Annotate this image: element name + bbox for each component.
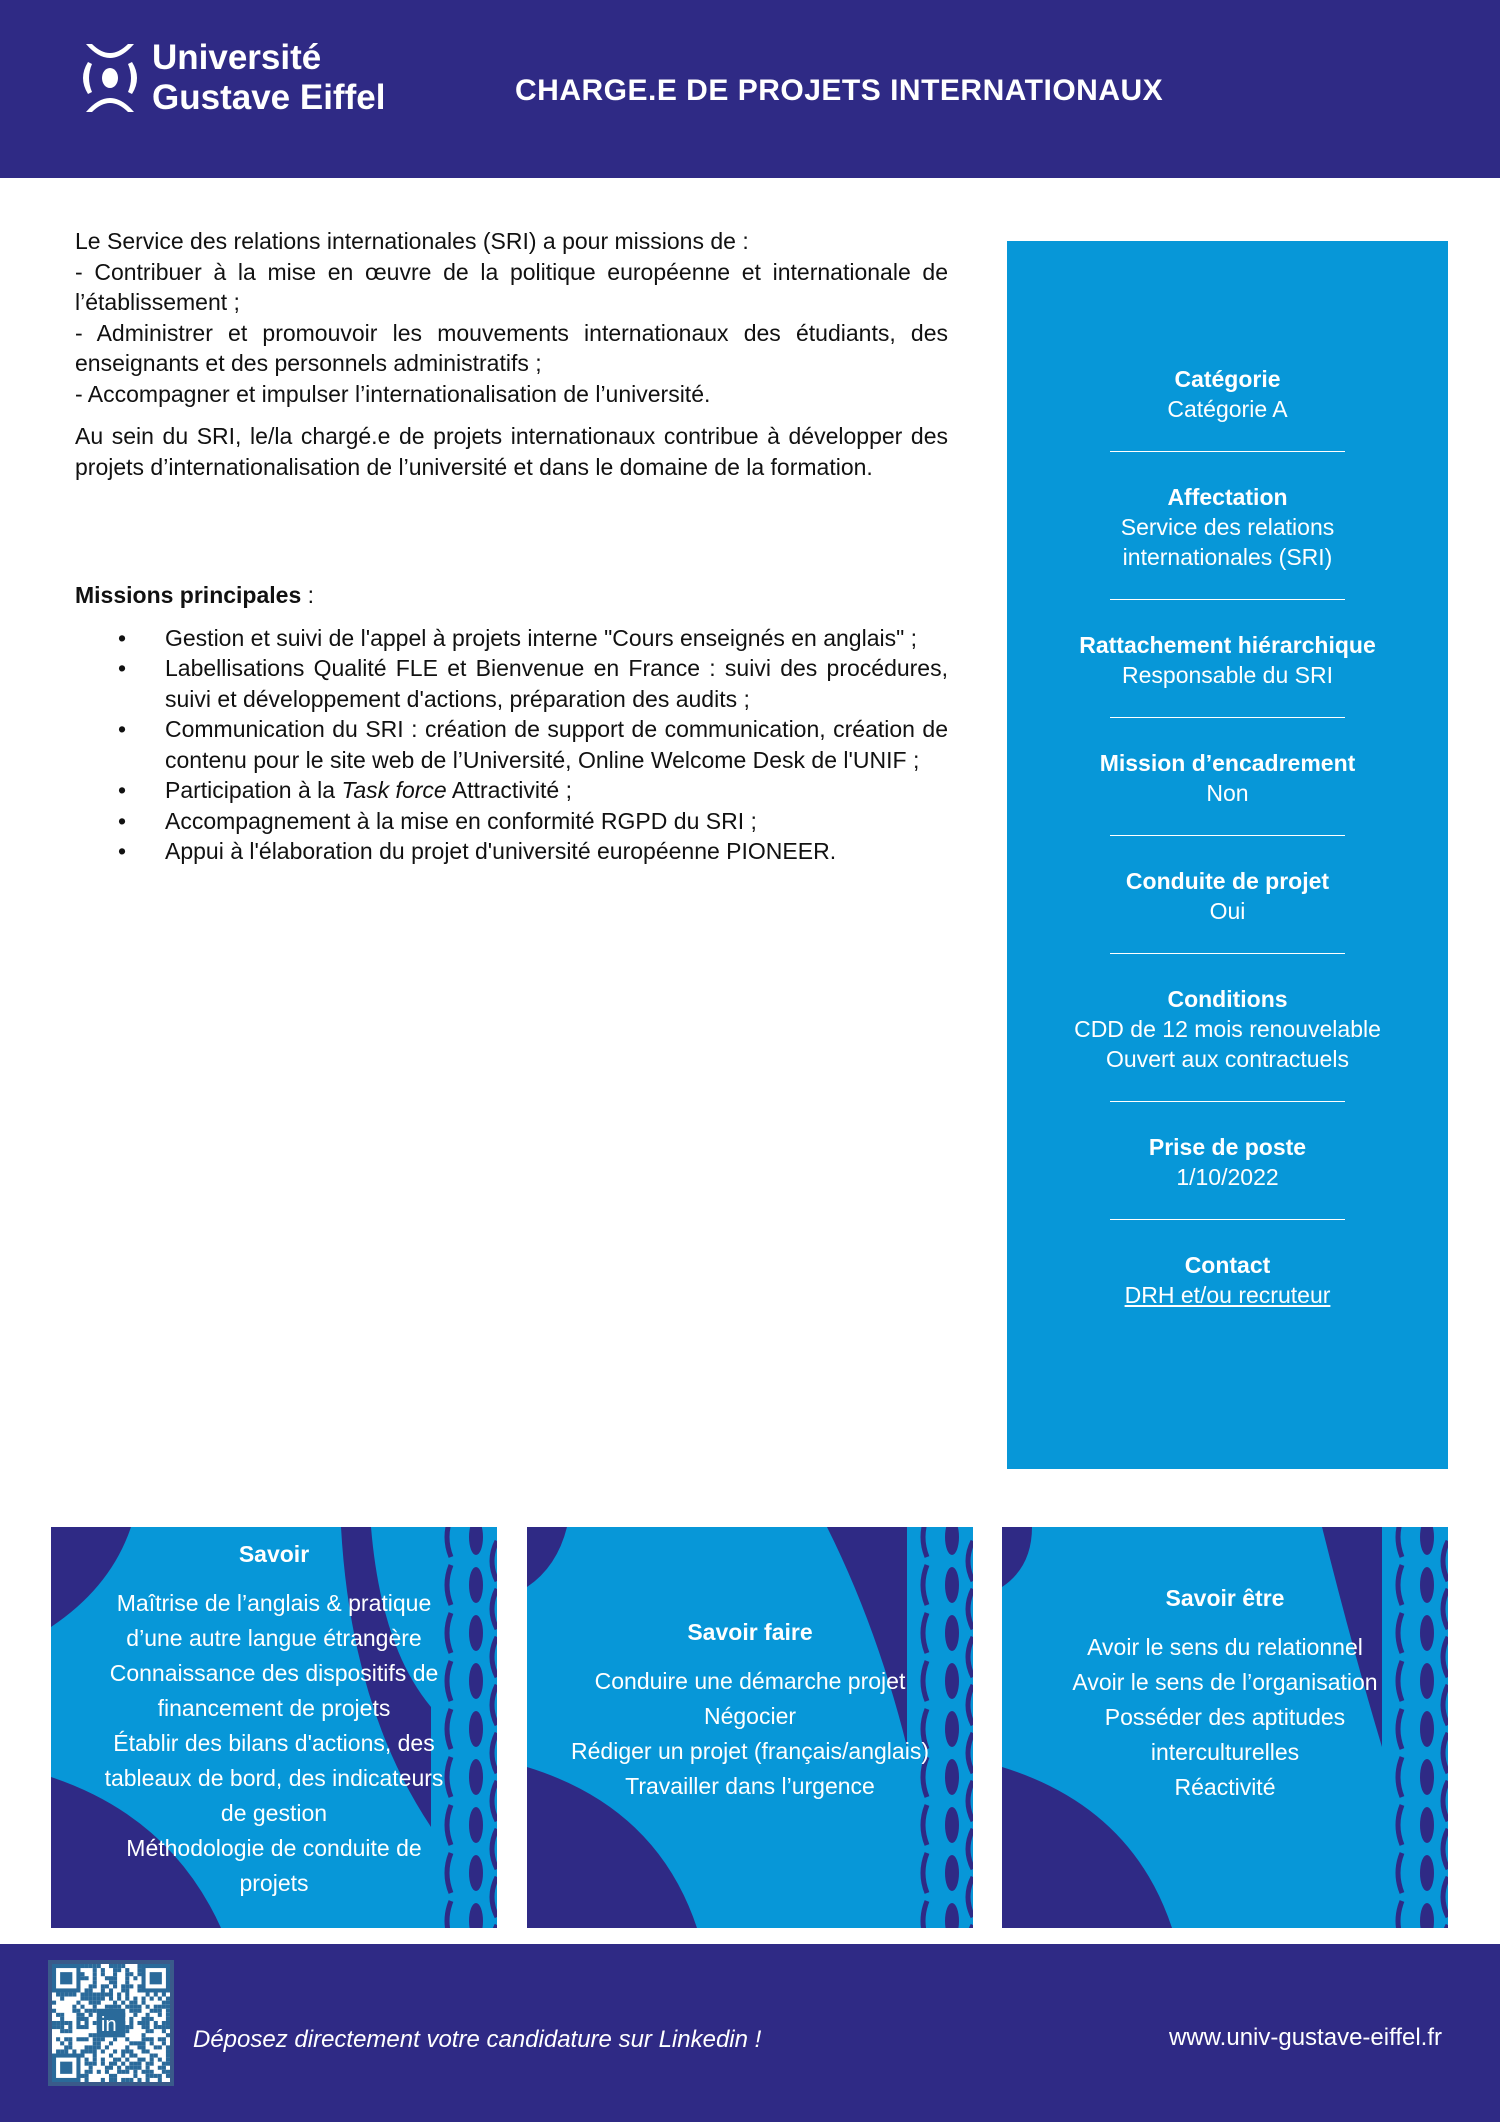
sidebar-field	[1007, 866, 1448, 926]
intro	[75, 226, 948, 409]
job-info-sidebar	[1007, 241, 1448, 1469]
text: Attractivité ;	[446, 777, 572, 803]
intro-line: - Administrer et promouvoir les mouvements internationaux des étudiants, des enseignants et des personnels administratifs ;	[75, 319, 948, 376]
list-item: • Communication du SRI : création de support de communication, création de contenu pour le site web de l’Université, Online Welcome Desk de l'UNIF ;	[75, 714, 948, 775]
field-label: Contact	[1184, 1252, 1271, 1278]
card-line: projets	[239, 1870, 309, 1896]
intro-line: - Contribuer à la mise en œuvre de la politique européenne et internationale de l’établissement ;	[75, 258, 948, 315]
field-label: Affectation	[1167, 484, 1288, 510]
list-item	[75, 775, 948, 806]
field-label: Prise de poste	[1148, 1134, 1307, 1160]
field-value: Ouvert aux contractuels	[1106, 1046, 1349, 1072]
card-line: Travailler dans l’urgence	[625, 1773, 875, 1799]
sidebar-contact	[1007, 1250, 1448, 1310]
card-line: Maîtrise de l’anglais & pratique	[116, 1590, 432, 1616]
list-item: • Appui à l'élaboration du projet d'université européenne PIONEER.	[75, 836, 948, 867]
card-line: financement de projets	[157, 1695, 391, 1721]
missions-suffix: :	[301, 582, 315, 608]
contact-link[interactable]: DRH et/ou recruteur	[1124, 1282, 1331, 1308]
field-label: Conditions	[1167, 986, 1288, 1012]
field-label: Conduite de projet	[1125, 868, 1330, 894]
sidebar-field	[1007, 482, 1448, 572]
card-line: Négocier	[703, 1703, 797, 1729]
card-line: interculturelles	[1150, 1739, 1300, 1765]
intro-line: Le Service des relations internationales (SRI) a pour missions de :	[75, 228, 749, 254]
field-value: 1/10/2022	[1176, 1164, 1279, 1190]
separator	[1110, 822, 1345, 836]
university-logo[interactable]	[82, 38, 385, 118]
separator	[1110, 438, 1345, 452]
intro-line: - Accompagner et impulser l’internationalisation de l’université.	[75, 380, 711, 407]
card-line: Réactivité	[1174, 1774, 1276, 1800]
text-italic: Task force	[341, 777, 447, 803]
sidebar-field	[1007, 364, 1448, 424]
field-value: Responsable du SRI	[1122, 662, 1333, 688]
card-line: Conduire une démarche projet	[594, 1668, 906, 1694]
header	[0, 0, 1500, 178]
card-title: Savoir faire	[687, 1619, 813, 1645]
card-title: Savoir	[238, 1541, 310, 1567]
card-line: Méthodologie de conduite de	[126, 1835, 422, 1861]
sidebar-field	[1007, 630, 1448, 690]
card-line: Avoir le sens du relationnel	[1087, 1634, 1363, 1660]
card-title: Savoir être	[1165, 1585, 1285, 1611]
svg-text:in: in	[100, 2014, 117, 2037]
list-item: • Labellisations Qualité FLE et Bienvenue en France : suivi des procédures, suivi et développement d'actions, préparation des audits ;	[75, 653, 948, 714]
website-link[interactable]: www.univ-gustave-eiffel.fr	[1169, 2024, 1442, 2051]
missions-title: Missions principales	[75, 582, 302, 608]
list-item: • Accompagnement à la mise en conformité RGPD du SRI ;	[75, 806, 948, 837]
field-label: Rattachement hiérarchique	[1079, 632, 1376, 658]
field-value: Catégorie A	[1167, 396, 1288, 422]
card-line: Posséder des aptitudes	[1104, 1704, 1346, 1730]
sidebar-field	[1007, 1132, 1448, 1192]
field-value: Oui	[1209, 898, 1246, 924]
intro-paragraph: Au sein du SRI, le/la chargé.e de projets internationaux contribue à développer des projets d’internationalisation de l’université et dans le domaine de la formation.	[75, 423, 948, 480]
separator	[1110, 1088, 1345, 1102]
missions-heading	[75, 580, 948, 611]
field-value: Service des relations	[1120, 514, 1335, 540]
text: Participation à la	[165, 777, 342, 803]
sidebar-field	[1007, 984, 1448, 1074]
card-line: de gestion	[220, 1800, 328, 1826]
list-item: • Gestion et suivi de l'appel à projets interne "Cours enseignés en anglais" ;	[75, 623, 948, 654]
field-value: internationales (SRI)	[1122, 544, 1333, 570]
card-line: d’une autre langue étrangère	[126, 1625, 422, 1651]
logo-line-1: Université	[152, 38, 322, 77]
card-line: Établir des bilans d'actions, des	[113, 1730, 435, 1756]
missions-list	[75, 623, 948, 867]
card-line: Connaissance des dispositifs de	[109, 1660, 439, 1686]
footer	[0, 1944, 1500, 2122]
linkedin-cta: Déposez directement votre candidature sur Linkedin !	[193, 2026, 762, 2053]
logo-icon	[82, 42, 138, 114]
job-description	[75, 226, 948, 867]
sidebar-field	[1007, 748, 1448, 808]
card-line: Avoir le sens de l’organisation	[1072, 1669, 1378, 1695]
card-savoir-etre	[1002, 1527, 1448, 1928]
field-label: Catégorie	[1174, 366, 1281, 392]
field-value: Non	[1206, 780, 1249, 806]
card-line: tableaux de bord, des indicateurs	[104, 1765, 444, 1791]
logo-line-2: Gustave Eiffel	[152, 78, 386, 117]
card-savoir	[51, 1527, 497, 1928]
separator	[1110, 1206, 1345, 1220]
field-value: CDD de 12 mois renouvelable	[1074, 1016, 1381, 1042]
separator	[1110, 586, 1345, 600]
qr-code-icon[interactable]	[48, 1960, 174, 2086]
card-line: Rédiger un projet (français/anglais)	[571, 1738, 929, 1764]
separator	[1110, 704, 1345, 718]
card-savoir-faire	[527, 1527, 973, 1928]
separator	[1110, 940, 1345, 954]
field-label: Mission d’encadrement	[1099, 750, 1356, 776]
page-title: CHARGE.E DE PROJETS INTERNATIONAUX	[515, 74, 1164, 107]
